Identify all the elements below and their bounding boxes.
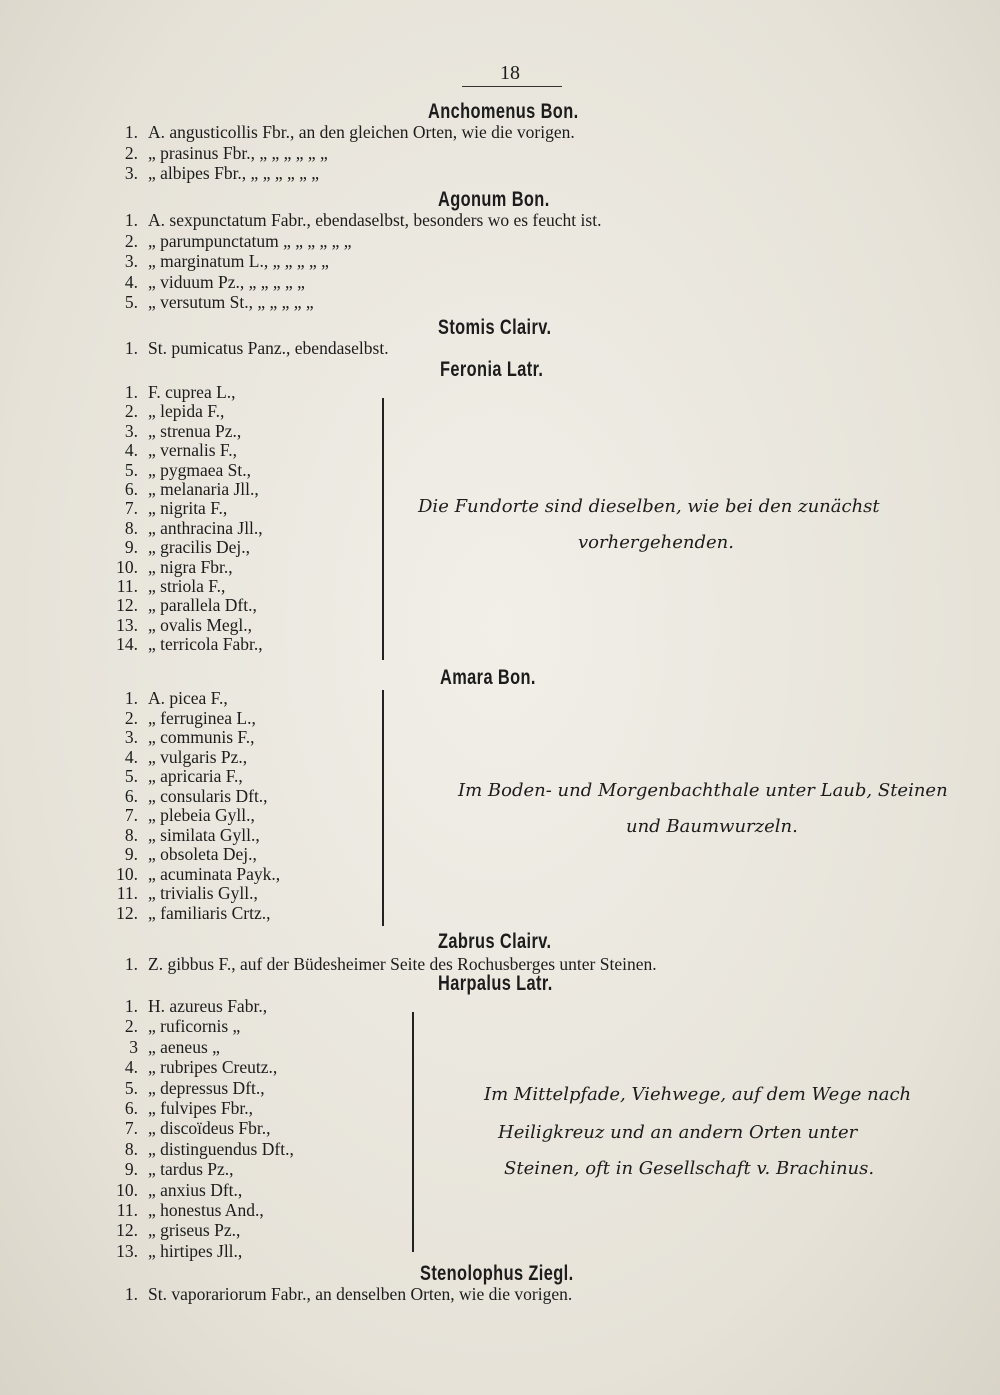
note-feronia-1: Die Fundorte sind dieselben, wie bei den zunächst [418, 496, 880, 517]
list-item-text: „ honestus And., [148, 1200, 264, 1220]
list-item-number: 3. [124, 727, 138, 747]
heading-amara: Amara Bon. [440, 666, 536, 689]
list-item-number: 9. [124, 844, 138, 864]
list-item-number: 3 [129, 1036, 138, 1057]
list-item-number: 10. [116, 863, 138, 884]
list-item-text: „ ferruginea L., [148, 707, 256, 728]
list-item-number: 9. [124, 537, 138, 558]
list-item-number: 2. [124, 707, 138, 728]
list-item-number: 14. [116, 634, 138, 655]
list-item-text: „ prasinus Fbr., „ „ „ „ „ „ [148, 142, 328, 163]
list-item-number: 6. [124, 1098, 138, 1118]
list-item-number: 7. [124, 805, 138, 825]
list-item-number: 10. [116, 1179, 138, 1200]
list-item-text: „ fulvipes Fbr., [148, 1098, 253, 1118]
list-item-text: „ aeneus „ [148, 1036, 220, 1057]
list-item-number: 1. [124, 1284, 138, 1304]
list-item-text: Z. gibbus F., auf der Büdesheimer Seite des Rochusberges unter Steinen. [148, 954, 657, 974]
list-item-text: St. pumicatus Panz., ebendaselbst. [148, 338, 389, 358]
list-item-number: 1. [124, 122, 138, 142]
list-item-text: „ acuminata Payk., [148, 863, 281, 884]
list-item-text: „ nigra Fbr., [148, 556, 233, 577]
list-item-text: „ vulgaris Pz., [148, 746, 248, 767]
list-item-number: 8. [124, 517, 138, 538]
note-harpalus-3: Steinen, oft in Gesellschaft v. Brachinus. [504, 1158, 875, 1179]
list-item-number: 1. [124, 954, 138, 974]
list-item-number: 8. [124, 824, 138, 845]
list-item-text: „ griseus Pz., [148, 1220, 241, 1241]
header-rule [462, 86, 562, 87]
list-item-number: 6. [124, 479, 138, 499]
list-item-number: 11. [116, 576, 138, 596]
list-item-text: „ viduum Pz., „ „ „ „ „ [148, 271, 305, 292]
list-item-text: „ plebeia Gyll., [148, 805, 255, 825]
list-item-text: „ versutum St., „ „ „ „ „ [148, 292, 314, 312]
list-item-number: 1. [124, 382, 138, 402]
note-harpalus-1: Im Mittelpfade, Viehwege, auf dem Wege nach [484, 1084, 912, 1105]
heading-harpalus: Harpalus Latr. [438, 972, 553, 995]
list-item-text: „ depressus Dft., [148, 1077, 265, 1098]
brace-harpalus [412, 1012, 414, 1252]
list-item-text: „ apricaria F., [148, 766, 243, 786]
list-item-text: A. picea F., [148, 688, 228, 708]
list-item-number: 12. [116, 902, 138, 923]
list-item-number: 5. [124, 459, 138, 480]
list-item-text: F. cuprea L., [148, 382, 236, 402]
heading-agonum: Agonum Bon. [438, 188, 550, 211]
list-item-number: 3. [124, 420, 138, 441]
list-item-text: A. angusticollis Fbr., an den gleichen Orten, wie die vorigen. [148, 122, 575, 142]
list-item-text: „ communis F., [148, 727, 255, 747]
note-feronia-2: vorhergehenden. [578, 532, 734, 553]
list-item-number: 7. [124, 1118, 138, 1139]
list-item-number: 12. [116, 595, 138, 616]
list-item-text: „ striola F., [148, 576, 226, 596]
list-item-number: 4. [124, 746, 138, 767]
list-item-number: 1. [124, 688, 138, 708]
list-item-number: 13. [116, 1240, 138, 1261]
list-item-number: 4. [124, 1057, 138, 1078]
list-item-number: 12. [116, 1220, 138, 1241]
list-item-text: „ distinguendus Dft., [148, 1138, 294, 1159]
note-amara-2: und Baumwurzeln. [626, 816, 798, 837]
list-item-number: 1. [124, 338, 138, 358]
list-item-text: „ anthracina Jll., [148, 517, 263, 538]
list-item-text: „ vernalis F., [148, 440, 237, 461]
list-item-text: „ tardus Pz., [148, 1159, 234, 1180]
list-item-number: 2. [124, 1016, 138, 1037]
list-item-number: 3. [124, 251, 138, 271]
list-item-text: „ ovalis Megl., [148, 614, 253, 635]
list-item-text: „ melanaria Jll., [148, 479, 259, 499]
list-item-text: „ similata Gyll., [148, 824, 260, 845]
list-item-text: „ rubripes Creutz., [148, 1057, 278, 1078]
list-item-text: „ hirtipes Jll., [148, 1240, 243, 1261]
list-item-text: „ lepida F., [148, 401, 225, 422]
list-item-number: 11. [116, 1200, 138, 1220]
heading-anchomenus: Anchomenus Bon. [428, 100, 579, 123]
list-item-number: 1. [124, 996, 138, 1016]
list-item-text: „ gracilis Dej., [148, 537, 251, 558]
list-item-text: „ pygmaea St., [148, 459, 252, 480]
list-item-number: 6. [124, 785, 138, 806]
list-item-number: 2. [124, 230, 138, 251]
list-item-text: „ ruficornis „ [148, 1016, 241, 1037]
list-item-number: 5. [124, 292, 138, 312]
page-number: 18 [500, 62, 520, 84]
list-item-text: „ discoïdeus Fbr., [148, 1118, 271, 1139]
list-item-number: 11. [116, 883, 138, 903]
note-harpalus-2: Heiligkreuz und an andern Orten unter [498, 1122, 858, 1143]
list-item-number: 5. [124, 766, 138, 786]
list-item-text: „ parallela Dft., [148, 595, 257, 616]
list-item-text: H. azureus Fabr., [148, 996, 268, 1016]
list-item-text: „ familiaris Crtz., [148, 902, 271, 923]
heading-stenolophus: Stenolophus Ziegl. [420, 1262, 574, 1285]
list-item-number: 8. [124, 1138, 138, 1159]
list-item-text: „ nigrita F., [148, 498, 228, 519]
list-item-text: „ obsoleta Dej., [148, 844, 257, 864]
list-item-number: 4. [124, 271, 138, 292]
list-item-number: 4. [124, 440, 138, 461]
list-item-number: 1. [124, 210, 138, 230]
heading-stomis: Stomis Clairv. [438, 316, 552, 339]
list-item-text: „ marginatum L., „ „ „ „ „ [148, 251, 329, 271]
list-item-text: A. sexpunctatum Fabr., ebendaselbst, besonders wo es feucht ist. [148, 210, 602, 230]
list-item-number: 5. [124, 1077, 138, 1098]
list-item-text: „ strenua Pz., [148, 420, 242, 441]
brace-amara [382, 690, 384, 926]
list-item-number: 9. [124, 1159, 138, 1180]
list-item-text: „ anxius Dft., [148, 1179, 243, 1200]
list-item-text: „ terricola Fabr., [148, 634, 263, 655]
list-item-number: 3. [124, 163, 138, 183]
list-item-number: 2. [124, 142, 138, 163]
list-item-number: 13. [116, 614, 138, 635]
list-item-number: 10. [116, 556, 138, 577]
list-item-text: „ albipes Fbr., „ „ „ „ „ „ [148, 163, 320, 183]
brace-feronia [382, 398, 384, 660]
list-item-text: „ parumpunctatum „ „ „ „ „ „ [148, 230, 352, 251]
list-item-number: 2. [124, 401, 138, 422]
list-item-text: „ consularis Dft., [148, 785, 268, 806]
list-item-text: „ trivialis Gyll., [148, 883, 258, 903]
note-amara-1: Im Boden- und Morgenbachthale unter Laub, Steinen [458, 780, 948, 801]
heading-feronia: Feronia Latr. [440, 358, 544, 381]
list-item-number: 7. [124, 498, 138, 519]
heading-zabrus: Zabrus Clairv. [438, 930, 552, 953]
list-item-text: St. vaporariorum Fabr., an denselben Orten, wie die vorigen. [148, 1284, 573, 1304]
